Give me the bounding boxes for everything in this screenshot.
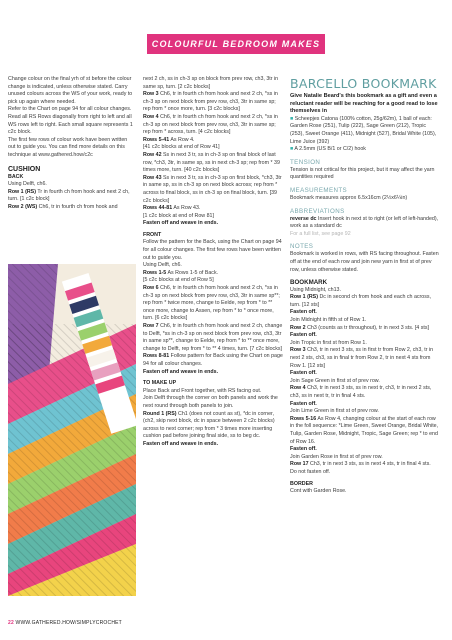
- heading-measurements: MEASUREMENTS: [290, 186, 348, 194]
- paragraph: Bookmark measures approx 6.5x16cm (2½x6¼in): [290, 194, 408, 201]
- row-instruction: Rows 5-41 As Row 4.: [143, 136, 195, 143]
- paragraph: Join Delft through the corner on both panels and work the next round through both panels to join.: [143, 395, 278, 409]
- paragraph: [41 c2c blocks at end of Row 41]: [143, 144, 220, 151]
- paragraph: Join Garden Rose in first st of prev row.: [290, 453, 383, 460]
- heading-notes: NOTES: [290, 243, 314, 251]
- banner-label: COLOURFUL BEDROOM MAKES: [151, 39, 321, 49]
- paragraph: Join Tropic in first st from Row 1.: [290, 339, 367, 346]
- paragraph: Do not fasten off.: [290, 468, 331, 475]
- heading-border: BORDER: [290, 480, 313, 487]
- paragraph: Join Sage Green in first st of prev row.: [290, 377, 380, 384]
- paragraph: Bookmark is worked in rows, with RS facing throughout. Fasten off at the end of each row and join new yarn in first st of prev row, unless otherwise stated.: [290, 251, 439, 273]
- row-instruction: Row 42 Ss in next 3 tr, ss in ch-3 sp on final block of last row, *ch3, 3tr, in same sp, ss in next ch-3 sp; rep from * 39 times more, turn. [40 c2c blocks]: [143, 151, 280, 174]
- bullet-icon: ■: [290, 146, 294, 153]
- fasten-off: Fasten off.: [290, 370, 317, 377]
- bullet-icon: ■: [290, 115, 294, 122]
- cushion-bookmark-image: [8, 264, 136, 596]
- paragraph: Join Lime Green in first st of prev row.: [290, 408, 379, 415]
- row-instruction: Row 1 (RS) Dc in second ch from hook and each ch across, turn. [12 sts]: [290, 294, 432, 308]
- heading-bookmark: BOOKMARK: [290, 279, 328, 287]
- paragraph: Using Midnight, ch13.: [290, 286, 341, 293]
- row-instruction: Rows 8-81 Follow pattern for Back using the Chart on page 94 for all colour changes.: [143, 353, 283, 367]
- fasten-off: Fasten off.: [290, 332, 317, 339]
- paragraph: Follow the pattern for the Back, using the Chart on page 94 for all colour changes. The first few rows have been written out to guide you.: [143, 239, 282, 261]
- row-instruction: Row 2 Ch3 (counts as tr throughout), tr in next 3 sts. [4 sts]: [290, 324, 429, 331]
- row-instruction: Row 17 Ch3, tr in next 3 sts, ss in next 4 sts, tr in final 4 sts.: [290, 461, 431, 468]
- heading-back: BACK: [8, 173, 24, 180]
- fasten-off: Fasten off.: [290, 309, 317, 316]
- paragraph: Place Back and Front together, with RS facing out.: [143, 387, 262, 394]
- paragraph: [5 c2c blocks at end of Row 5]: [143, 277, 214, 284]
- row-instruction: Rows 44-81 As Row 43.: [143, 205, 201, 212]
- heading-cushion: CUSHION: [8, 165, 41, 173]
- row-instruction: Row 1 (RS) Tr in fourth ch from hook and next 2 ch, turn. [1 c2c block]: [8, 188, 130, 203]
- row-instruction: Rows 5-16 As Row 4, changing colour at the start of each row in the foll sequence: *Lime Green, Sweet Orange, Bridal White, Tulip, Garden Rose, Midnight, Tropic, Sage Green; rep * to end of Row 16.: [290, 415, 439, 445]
- paragraph: Tension is not critical for this project, but it may affect the yarn quantities required: [290, 166, 435, 181]
- paragraph: next 2 ch, ss in ch-3 sp on block from prev row, ch3, 3tr in same sp, turn. [2 c2c blocks]: [143, 76, 279, 90]
- column-3: [290, 76, 440, 496]
- row-instruction: Row 3 Ch6, tr in fourth ch from hook and next 2 ch, *ss in ch-3 sp on next block from prev row, ch3, 3tr in same sp; rep from * once more, turn. [3 c2c blocks]: [143, 91, 278, 113]
- fasten-off: Fasten off and weave in ends.: [143, 220, 219, 227]
- pattern-intro: Give Natalie Beard's this bookmark as a gift and even a reluctant reader will be reaching for a good read to lose themselves in: [290, 93, 438, 115]
- paragraph: Change colour on the final yrh of st before the colour change is indicated, unless otherwise stated. Carry unused colours across the WS of your work, ready to pick up again where needed.: [8, 76, 133, 105]
- paragraph: Using Delft, ch6.: [143, 262, 182, 269]
- row-instruction: Rows 1-5 As Rows 1-5 of Back.: [143, 269, 219, 276]
- materials-hook: ■ A 2.5mm (US B/1 or C/2) hook: [290, 146, 366, 153]
- column-1: [8, 76, 136, 212]
- abbreviation-note: For a full list, see page 92: [290, 230, 351, 237]
- paragraph: Refer to the Chart on page 94 for all colour changes. Read all RS Rows diagonally from right to left and all WS rows left to right. Each small square represents 1 c2c block.: [8, 106, 133, 136]
- row-instruction: Row 43 Ss in next 3 tr, ss in ch-3 sp on first block, *ch3, 3tr in same sp, ss in ch-3 sp on next block across; rep from * across to final block, ss in ch-3 sp on final block, turn. [39 c2c blocks]: [143, 174, 282, 204]
- heading-make-up: TO MAKE UP: [143, 380, 177, 387]
- section-banner: [147, 34, 325, 54]
- fasten-off: Fasten off and weave in ends.: [143, 368, 219, 375]
- paragraph: [1 c2c block at end of Row 81]: [143, 212, 214, 219]
- row-instruction: Row 7 Ch6, tr in fourth ch from hook and next 2 ch, change to Delft, *ss in ch-3 sp on next block from prev row, ch3, 3tr in same sp**, change to Eelde, rep from * to ** once more, change to Delft, rep from * to ** 4 times, turn. [7 c2c blocks]: [143, 323, 283, 352]
- row-instruction: Row 4 Ch3, tr in next 3 sts, ss in next tr, ch3, tr in next 2 sts, ch3, ss in next tr, tr in final 4 sts.: [290, 385, 432, 399]
- paragraph: Cont with Garden Rose.: [290, 488, 347, 495]
- footer-url: WWW.GATHERED.HOW/SIMPLYCROCHET: [13, 620, 122, 626]
- row-instruction: Row 2 (WS) Ch6, tr in fourth ch from hook and: [8, 203, 118, 210]
- materials-yarn: ■ Scheepjes Catona (100% cotton, 25g/62m), 1 ball of each: Garden Rose (251), Tulip (222), Sage Green (212), Tropic (253), Sweet Orange (411), Midnight (527), Bridal White (105), Lime Juice (392): [290, 115, 437, 145]
- row-instruction: Row 6 Ch6, tr in fourth ch from hook and next 2 ch, *ss in ch-3 sp on next block from prev row, ch3, 3tr in same sp**; rep from * twice more, change to Eelde, rep from * to ** once more, change to Assen, rep from * to * once more, turn. [6 c2c blocks]: [143, 285, 280, 322]
- fasten-off: Fasten off and weave in ends.: [143, 440, 219, 447]
- page-footer: [8, 620, 122, 626]
- row-instruction: Row 3 Ch3, tr in next 3 sts, ss in first tr from Row 2, ch3, tr in next 2 sts, ch3, ss in final tr from Row 2, tr in next 4 sts from Row 1. [12 sts]: [290, 347, 434, 369]
- row-instruction: Row 4 Ch6, tr in fourth ch from hook and next 2 ch, *ss in ch-3 sp on next block from prev row, ch3, 3tr in same sp; rep from * across, turn. [4 c2c blocks]: [143, 113, 278, 136]
- paragraph: Using Delft, ch6.: [8, 181, 47, 188]
- pattern-title: BARCELLO BOOKMARK: [290, 76, 437, 91]
- row-instruction: Round 1 (RS) Ch1 (does not count as st), *dc in corner, (ch2, skip next block, dc in space between 2 c2c blocks) across to next corner; rep from * 3 times more inserting cushion pad before joining final side, ss to beg dc.: [143, 410, 275, 440]
- heading-abbreviations: ABBREVIATIONS: [290, 207, 345, 215]
- heading-tension: TENSION: [290, 158, 321, 166]
- paragraph: The first few rows of colour work have been written out to guide you. You can find more details on this technique at www.gathered.how/c2c: [8, 136, 128, 158]
- fasten-off: Fasten off.: [290, 400, 317, 407]
- column-2: [143, 76, 283, 449]
- heading-front: FRONT: [143, 231, 162, 238]
- abbreviation: reverse dc Insert hook in next st to right (or left of left-handed), work as a standard dc: [290, 215, 439, 230]
- product-photo: [8, 264, 136, 596]
- paragraph: Join Midnight in fifth st of Row 1.: [290, 317, 367, 324]
- fasten-off: Fasten off.: [290, 446, 317, 453]
- page-number: 22: [8, 620, 14, 626]
